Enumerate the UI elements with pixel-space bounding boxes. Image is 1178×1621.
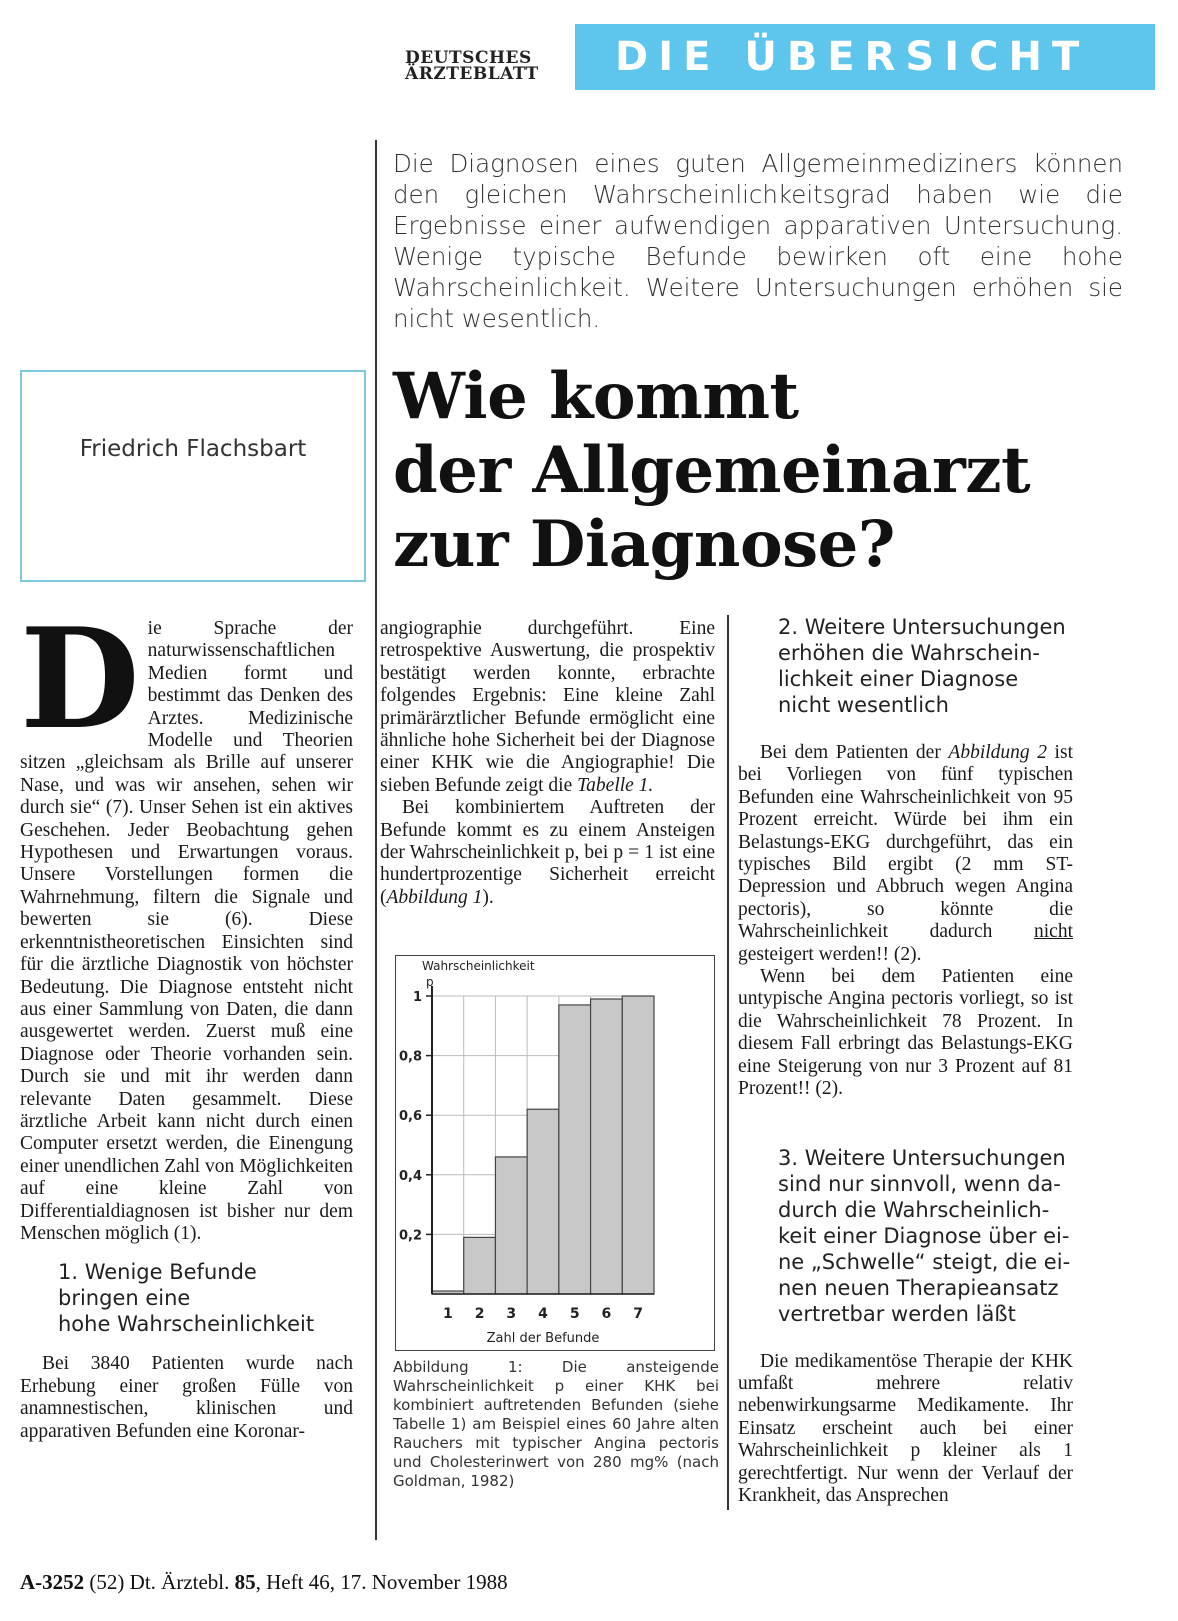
column-divider-left (375, 140, 377, 1540)
x-tick-label: 2 (474, 1306, 485, 1322)
article-title (393, 360, 1133, 582)
title-line-2: der Allgemeinarzt (393, 433, 1031, 508)
figure-caption: Abbildung 1: Die ansteigende Wahrscheinlichkeit p einer KHK bei kombiniert auftretenden Befunden (siehe Tabelle 1) am Beispiel eines 60 Jahre alten Rauchers mit typischer Angina pectoris und Cholesterinwert von 280 mg% (nach Goldman, 1982) (393, 1358, 719, 1490)
intro-paragraph (20, 597, 353, 1245)
column-2 (380, 618, 715, 909)
y-tick-label: 0,8 (398, 1049, 422, 1065)
author-box (20, 370, 366, 582)
table-reference: Tabelle 1. (577, 774, 654, 796)
heading-3-line-5: ne „Schwelle“ steigt, die ei- (778, 1249, 1071, 1274)
x-tick-label: 1 (442, 1306, 453, 1322)
x-axis-label: Zahl der Befunde (486, 1331, 600, 1346)
page-footer (20, 1570, 720, 1595)
heading-3-line-3: durch die Wahrscheinlich- (778, 1197, 1050, 1222)
heading-2 (778, 614, 1073, 718)
angiography-text: angiographie durchgeführt. Eine retrospektive Auswertung, die prospektiv bestätigt werden konnte, erbrachte folgendes Ergebnis: Eine kleine Zahl primärärztlicher Befunde ermöglicht eine ähnliche hohe Sicherheit bei der Diagnose einer KHK wie die Angiographie! Die sieben Befunde zeigt die (380, 618, 715, 796)
emphasis-nicht: nicht (1034, 921, 1073, 943)
heading-3-line-6: nen neuen Therapieansatz (778, 1275, 1059, 1300)
chart-bar (495, 1157, 527, 1294)
y-tick-label: 0,2 (398, 1228, 422, 1244)
heading-2-line-4: nicht wesentlich (778, 693, 949, 717)
paragraph-angiography (380, 618, 715, 797)
ekg-text-c: gesteigert werden!! (2). (738, 943, 922, 965)
title-line-3: zur Diagnose? (393, 507, 895, 582)
chart-bar (591, 999, 623, 1294)
page-number: A-3252 (20, 1570, 85, 1594)
bar-chart-svg (396, 956, 714, 1350)
heading-2-line-2: erhöhen die Wahrschein- (778, 641, 1040, 665)
logo-line-1: DEUTSCHES (405, 48, 532, 68)
combined-text-b: ). (482, 886, 494, 908)
y-tick-label: 1 (412, 990, 422, 1005)
column-1 (20, 597, 353, 1443)
lead-paragraph: Die Diagnosen eines guten Allgemeinmediziners können den gleichen Wahrscheinlichkeitsgrad haben wie die Ergebnisse einer aufwendigen apparativen Untersuchung. Wenige typische Befunde bewirken oft eine hohe Wahrscheinlichkeit. Weitere Untersuchungen erhöhen sie nicht wesentlich. (393, 149, 1123, 333)
chart-bar (527, 1109, 559, 1294)
ekg-text-a: Bei dem Patienten der (760, 742, 949, 763)
y-tick-label: 0,4 (398, 1168, 422, 1184)
column-3 (738, 614, 1073, 1507)
x-tick-label: 4 (538, 1306, 548, 1322)
ekg-text-b: ist bei Vorliegen von fünf typischen Befunden eine Wahrscheinlichkeit von 95 Prozent erreicht. Würde bei ihm ein Belastungs-EKG durchgeführt, das ein typisches Bild ergibt (2 mm ST-Depression und Abbruch wegen Angina pectoris), so könnte die Wahrscheinlichkeit dadurch (738, 742, 1073, 943)
heading-3-line-2: sind nur sinnvoll, wenn da- (778, 1171, 1061, 1196)
title-line-1: Wie kommt (393, 359, 799, 434)
y-tick-label: 0,6 (398, 1109, 422, 1125)
chart-title: Wahrscheinlichkeit (422, 959, 535, 973)
figure-reference: Abbildung 1 (386, 886, 483, 908)
heading-1-line-1: 1. Wenige Befunde (58, 1260, 257, 1285)
intro-text: ie Sprache der naturwissenschaftlichen Medien formt und bestimmt das Denken des Arztes. Medizinische Modelle und Theorien sitzen „gleichsam als Brille auf unserer Nase, und was wir ansehen, sehen wir durch sie“ (7). Unser Sehen ist ein aktives Geschehen. Jeder Beobachtung gehen Hypothesen und Erwartungen voraus. Unsere Vorstellungen formen die Wahrnehmung, filtern die Signale und bewerten sie (6). Diese erkenntnistheoretischen Einsichten sind für die ärztliche Diagnostik von höchster Bedeutung. Die Diagnose entsteht nicht aus einer Sammlung von Daten, die dann ausgewertet werden. Zuerst muß eine Diagnose oder Theorie vorhanden sein. Durch sie und mit ihr werden dann relevante Daten gesammelt. Diese ärztliche Arbeit kann nicht durch einen Computer ersetzt werden, die Einengung einer unendlichen Zahl von Möglichkeiten auf eine kleine Zahl von Differentialdiagnosen ist bisher nur dem Menschen möglich (1). (20, 618, 353, 1244)
paragraph-combined (380, 797, 715, 909)
heading-1-line-3: hohe Wahrscheinlichkeit (58, 1312, 315, 1337)
journal-logo (405, 50, 555, 82)
paragraph-therapy: Die medikamentöse Therapie der KHK umfaßt mehrere relativ nebenwirkungsarme Medikamente. Ihr Einsatz erscheint auch bei einer Wahrscheinlichkeit p kleiner als 1 gerechtfertigt. Nur wenn der Verlauf der Krankheit, das Ansprechen (738, 1350, 1073, 1506)
heading-3-line-1: 3. Weitere Untersuchungen (778, 1145, 1066, 1170)
x-tick-label: 7 (633, 1306, 644, 1322)
heading-1 (58, 1259, 353, 1337)
chart-bar (464, 1237, 496, 1294)
figure-1-chart (395, 955, 715, 1351)
chart-bar (622, 996, 654, 1294)
paragraph-patients: Bei 3840 Patienten wurde nach Erhebung einer großen Fülle von anamnestischen, klinischen und apparativen Befunden eine Koronar- (20, 1353, 353, 1442)
author-name: Friedrich Flachsbart (79, 436, 307, 462)
heading-2-line-3: lichkeit einer Diagnose (778, 667, 1019, 691)
heading-2-line-1: 2. Weitere Untersuchungen (778, 615, 1066, 639)
paragraph-untypical: Wenn bei dem Patienten eine untypische Angina pectoris vorliegt, so ist die Wahrscheinlichkeit 78 Prozent. In diesem Fall erbringt das Belastungs-EKG eine Steigerung von nur 3 Prozent auf 81 Prozent!! (2). (738, 966, 1073, 1100)
drop-cap: D (20, 597, 140, 760)
column-divider-right (727, 615, 729, 1510)
x-tick-label: 6 (601, 1306, 612, 1322)
heading-3-line-4: keit einer Diagnose über ei- (778, 1223, 1070, 1248)
heading-3-line-7: vertretbar werden läßt (778, 1301, 1016, 1326)
footer-citation-b: , Heft 46, 17. November 1988 (255, 1570, 508, 1594)
y-axis-label: p (426, 975, 434, 989)
heading-1-line-2: bringen eine (58, 1286, 191, 1311)
x-tick-label: 3 (506, 1306, 517, 1322)
figure-2-reference: Abbildung 2 (948, 742, 1047, 763)
combined-text-a: Bei kombiniertem Auftreten der Befunde kommt es zu einem Ansteigen der Wahrscheinlichkeit p, bei p = 1 ist eine hundertprozentige Sicherheit erreicht ( (380, 797, 715, 908)
footer-citation-a: (52) Dt. Ärztebl. (89, 1570, 235, 1594)
heading-3 (778, 1145, 1073, 1327)
logo-line-2: ÄRZTEBLATT (405, 64, 539, 84)
x-tick-label: 5 (569, 1306, 580, 1322)
chart-bar (559, 1005, 591, 1294)
paragraph-belastungs-ekg (738, 742, 1073, 966)
section-banner: DIE ÜBERSICHT (575, 24, 1155, 90)
footer-volume: 85 (234, 1570, 256, 1594)
